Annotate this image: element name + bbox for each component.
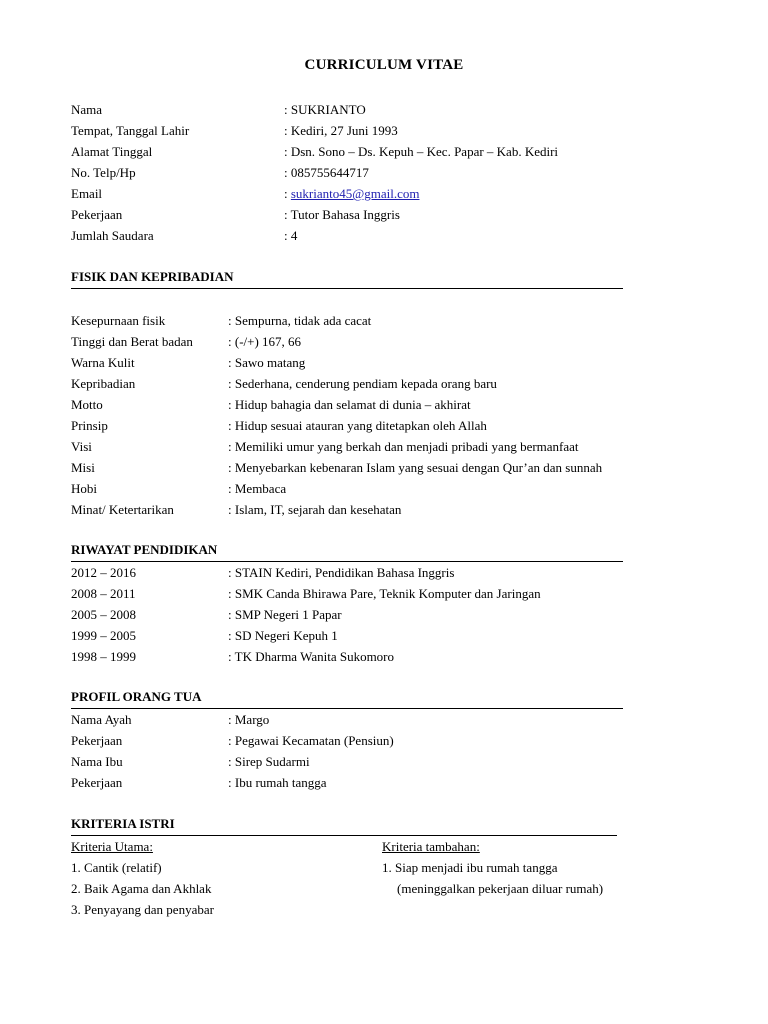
kriteria-tambahan-item: (meninggalkan pekerjaan diluar rumah) [397,881,604,896]
field-label: 1999 – 2005 [71,628,136,643]
field-value: : Margo [228,712,270,727]
field-label: Kepribadian [71,376,136,391]
field-value: : Membaca [228,481,287,496]
field-label: Pekerjaan [71,207,123,222]
field-value: : Hidup bahagia dan selamat di dunia – akhirat [228,397,471,412]
field-value: : Sempurna, tidak ada cacat [228,313,372,328]
field-value: : Sawo matang [228,355,306,370]
field-value: : (-/+) 167, 66 [228,334,302,349]
field-value: : Menyebarkan kebenaran Islam yang sesuai dengan Qur’an dan sunnah [228,460,603,475]
kriteria-utama-item: 1. Cantik (relatif) [71,860,162,875]
field-value: : Ibu rumah tangga [228,775,327,790]
field-value: : SMK Canda Bhirawa Pare, Teknik Komputer dan Jaringan [228,586,541,601]
field-label: Prinsip [71,418,108,433]
field-value: : 4 [284,228,298,243]
field-value: : Sederhana, cenderung pendiam kepada orang baru [228,376,497,391]
field-label: No. Telp/Hp [71,165,136,180]
document-title: CURRICULUM VITAE [304,57,464,73]
section-heading-fisik: FISIK DAN KEPRIBADIAN [71,268,623,289]
section-heading-kriteria: KRITERIA ISTRI [71,815,617,836]
field-value: : Sirep Sudarmi [228,754,310,769]
field-value: : Hidup sesuai atauran yang ditetapkan oleh Allah [228,418,487,433]
field-label: Warna Kulit [71,355,135,370]
field-label: Misi [71,460,95,475]
field-label: Motto [71,397,103,412]
kriteria-utama-item: 2. Baik Agama dan Akhlak [71,881,212,896]
field-value: : TK Dharma Wanita Sukomoro [228,649,395,664]
field-value: : STAIN Kediri, Pendidikan Bahasa Inggris [228,565,455,580]
field-value: : Memiliki umur yang berkah dan menjadi pribadi yang bermanfaat [228,439,579,454]
field-label: Nama [71,102,103,117]
field-label: Tempat, Tanggal Lahir [71,123,190,138]
section-heading-orangtua: PROFIL ORANG TUA [71,688,623,709]
field-label: Kesepurnaan fisik [71,313,166,328]
field-value: : Dsn. Sono – Ds. Kepuh – Kec. Papar – Kab. Kediri [284,144,559,159]
field-label: 2012 – 2016 [71,565,136,580]
section-heading-pendidikan: RIWAYAT PENDIDIKAN [71,541,623,562]
field-label: Alamat Tinggal [71,144,153,159]
field-value: : SD Negeri Kepuh 1 [228,628,338,643]
field-value [284,183,419,204]
kriteria-utama-item: 3. Penyayang dan penyabar [71,902,214,917]
field-value: : Kediri, 27 Juni 1993 [284,123,398,138]
email-prefix: : [284,186,291,201]
field-label: 2005 – 2008 [71,607,136,622]
field-label: Jumlah Saudara [71,228,154,243]
field-label: Tinggi dan Berat badan [71,334,193,349]
field-value: : SUKRIANTO [284,102,366,117]
field-value: : SMP Negeri 1 Papar [228,607,342,622]
email-link[interactable]: sukrianto45@gmail.com [290,186,420,201]
kriteria-utama-heading: Kriteria Utama: [71,839,153,854]
kriteria-tambahan-item: 1. Siap menjadi ibu rumah tangga [382,860,558,875]
field-label: Minat/ Ketertarikan [71,502,174,517]
field-label: Hobi [71,481,97,496]
field-value: : Tutor Bahasa Inggris [284,207,400,222]
field-label: Email [71,186,103,201]
field-label: 2008 – 2011 [71,586,136,601]
field-label: 1998 – 1999 [71,649,136,664]
field-value: : 085755644717 [284,165,369,180]
field-label: Visi [71,439,92,454]
field-label: Pekerjaan [71,775,123,790]
field-label: Nama Ibu [71,754,123,769]
field-label: Nama Ayah [71,712,132,727]
field-value: : Pegawai Kecamatan (Pensiun) [228,733,394,748]
field-value: : Islam, IT, sejarah dan kesehatan [228,502,402,517]
kriteria-tambahan-heading: Kriteria tambahan: [382,839,480,854]
field-label: Pekerjaan [71,733,123,748]
